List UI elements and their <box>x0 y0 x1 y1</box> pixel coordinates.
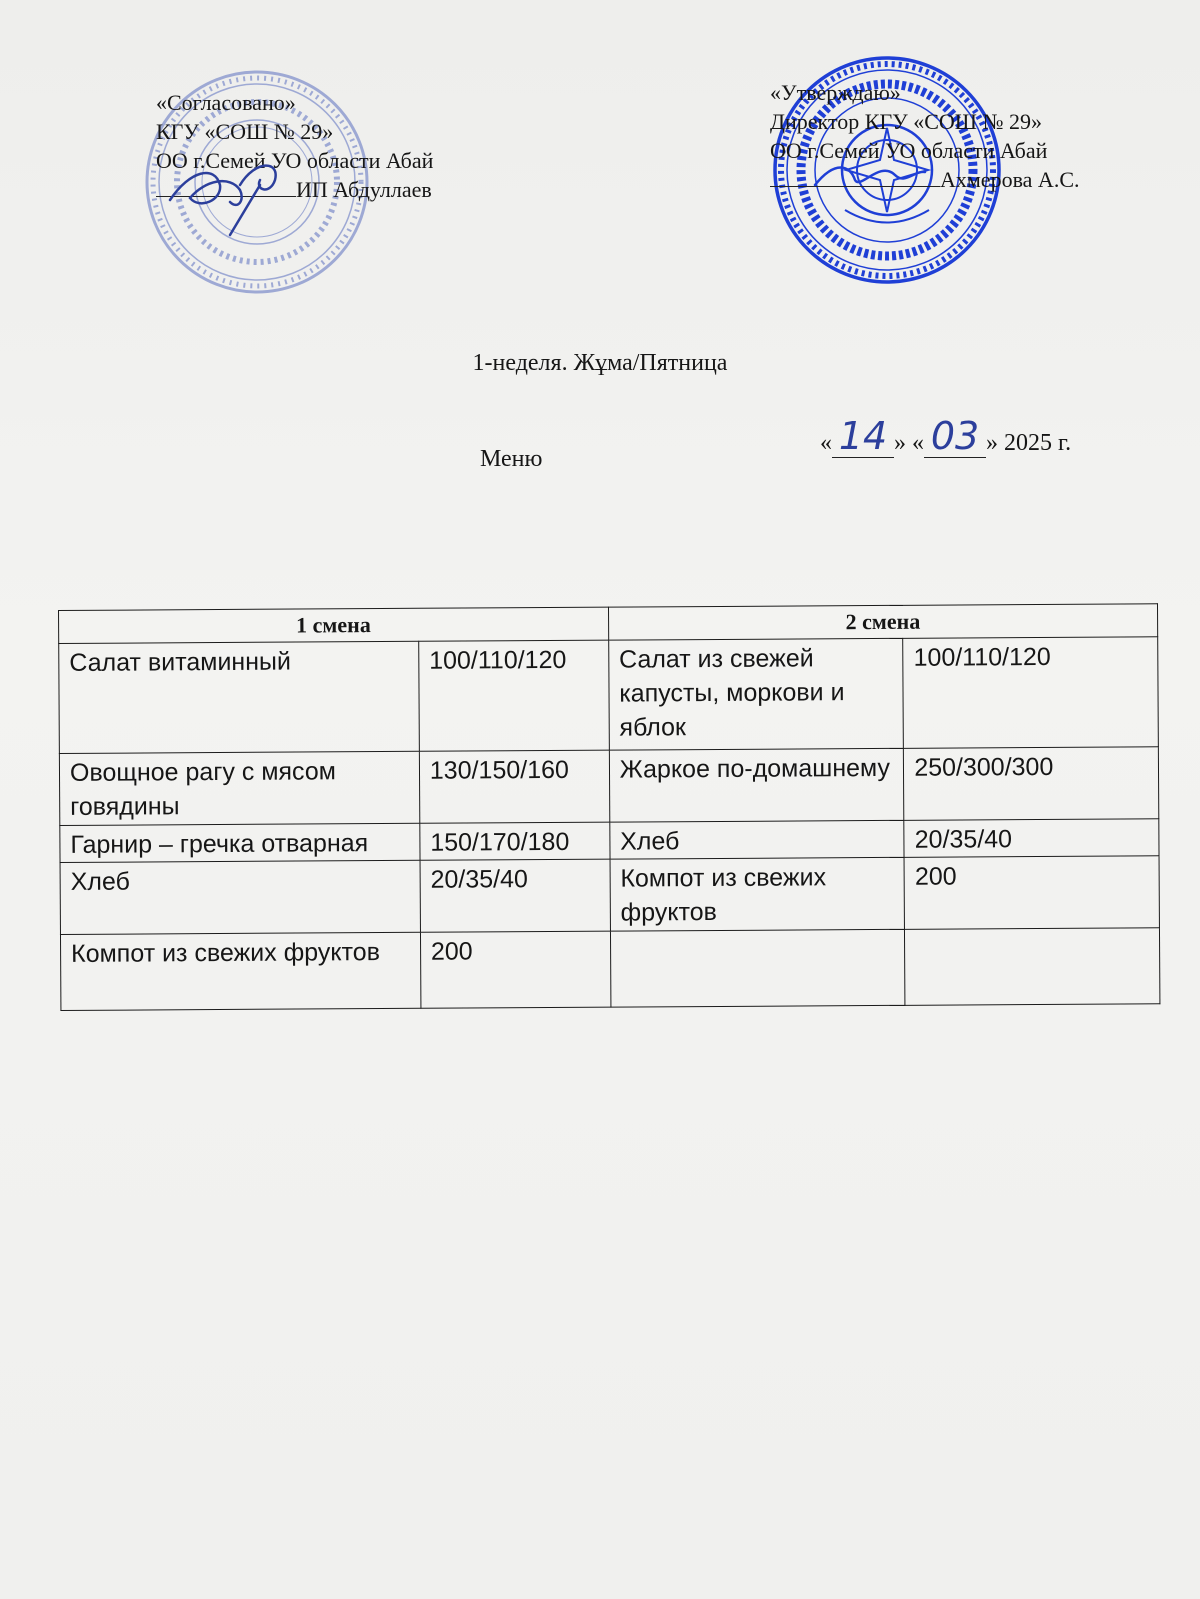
table-row <box>60 819 1159 863</box>
approval-left-school: КГУ «СОШ № 29» <box>156 119 334 144</box>
date-quote-middle: » « <box>894 430 924 456</box>
approval-right-heading: «Утверждаю» <box>770 80 901 105</box>
shift1-dish: Хлеб <box>60 860 420 934</box>
date-day-field <box>832 414 894 458</box>
date-month: 03 <box>930 414 980 458</box>
shift1-header: 1 смена <box>59 607 609 643</box>
date-month-field <box>924 414 986 458</box>
shift2-portion: 20/35/40 <box>904 819 1159 858</box>
table-row <box>60 928 1159 1011</box>
shift2-dish <box>610 929 905 1007</box>
date-year: » 2025 г. <box>986 430 1072 456</box>
shift2-dish: Компот из свежих фруктов <box>610 857 905 931</box>
shift2-portion: 200 <box>904 856 1159 930</box>
approval-right-department: ОО г.Семей УО области Абай <box>770 138 1048 163</box>
date-day: 14 <box>838 414 888 458</box>
shift1-dish: Салат витаминный <box>59 641 420 753</box>
shift2-portion: 100/110/120 <box>903 637 1158 749</box>
approval-left-signer: ИП Абдуллаев <box>296 177 432 202</box>
signature-right-icon <box>810 150 930 200</box>
shift2-portion <box>905 928 1160 1006</box>
shift1-dish: Компот из свежих фруктов <box>60 932 420 1010</box>
menu-label: Меню <box>480 446 543 472</box>
approval-right-signer: Ахмерова А.С. <box>940 167 1080 192</box>
shift1-portion: 150/170/180 <box>420 822 610 860</box>
signature-left-icon <box>160 140 310 240</box>
shift2-dish: Салат из свежей капусты, моркови и яблок <box>608 638 903 750</box>
shift1-portion: 100/110/120 <box>419 640 610 751</box>
table-row <box>59 747 1158 826</box>
shift2-dish: Жаркое по-домашнему <box>609 748 904 822</box>
approval-left-department: ОО г.Семей УО области Абай <box>156 148 434 173</box>
shift2-dish: Хлеб <box>610 820 905 859</box>
shift1-dish: Гарнир – гречка отварная <box>60 823 420 862</box>
shift1-dish: Овощное рагу с мясом говядины <box>59 751 419 825</box>
approval-left-heading: «Согласовано» <box>156 90 296 115</box>
table-row <box>59 637 1159 754</box>
shift2-portion: 250/300/300 <box>904 747 1159 821</box>
shift1-portion: 200 <box>420 931 610 1008</box>
menu-date <box>820 414 1072 458</box>
shift1-portion: 20/35/40 <box>420 859 610 932</box>
date-quote-open: « <box>820 430 832 456</box>
shift2-header: 2 смена <box>608 604 1157 640</box>
approval-right-position: Директор КГУ «СОШ № 29» <box>770 109 1042 134</box>
week-title: 1-неделя. Жұма/Пятница <box>472 350 728 376</box>
table-row <box>60 856 1159 935</box>
shift1-portion: 130/150/160 <box>419 750 609 823</box>
menu-table <box>58 603 1160 1011</box>
